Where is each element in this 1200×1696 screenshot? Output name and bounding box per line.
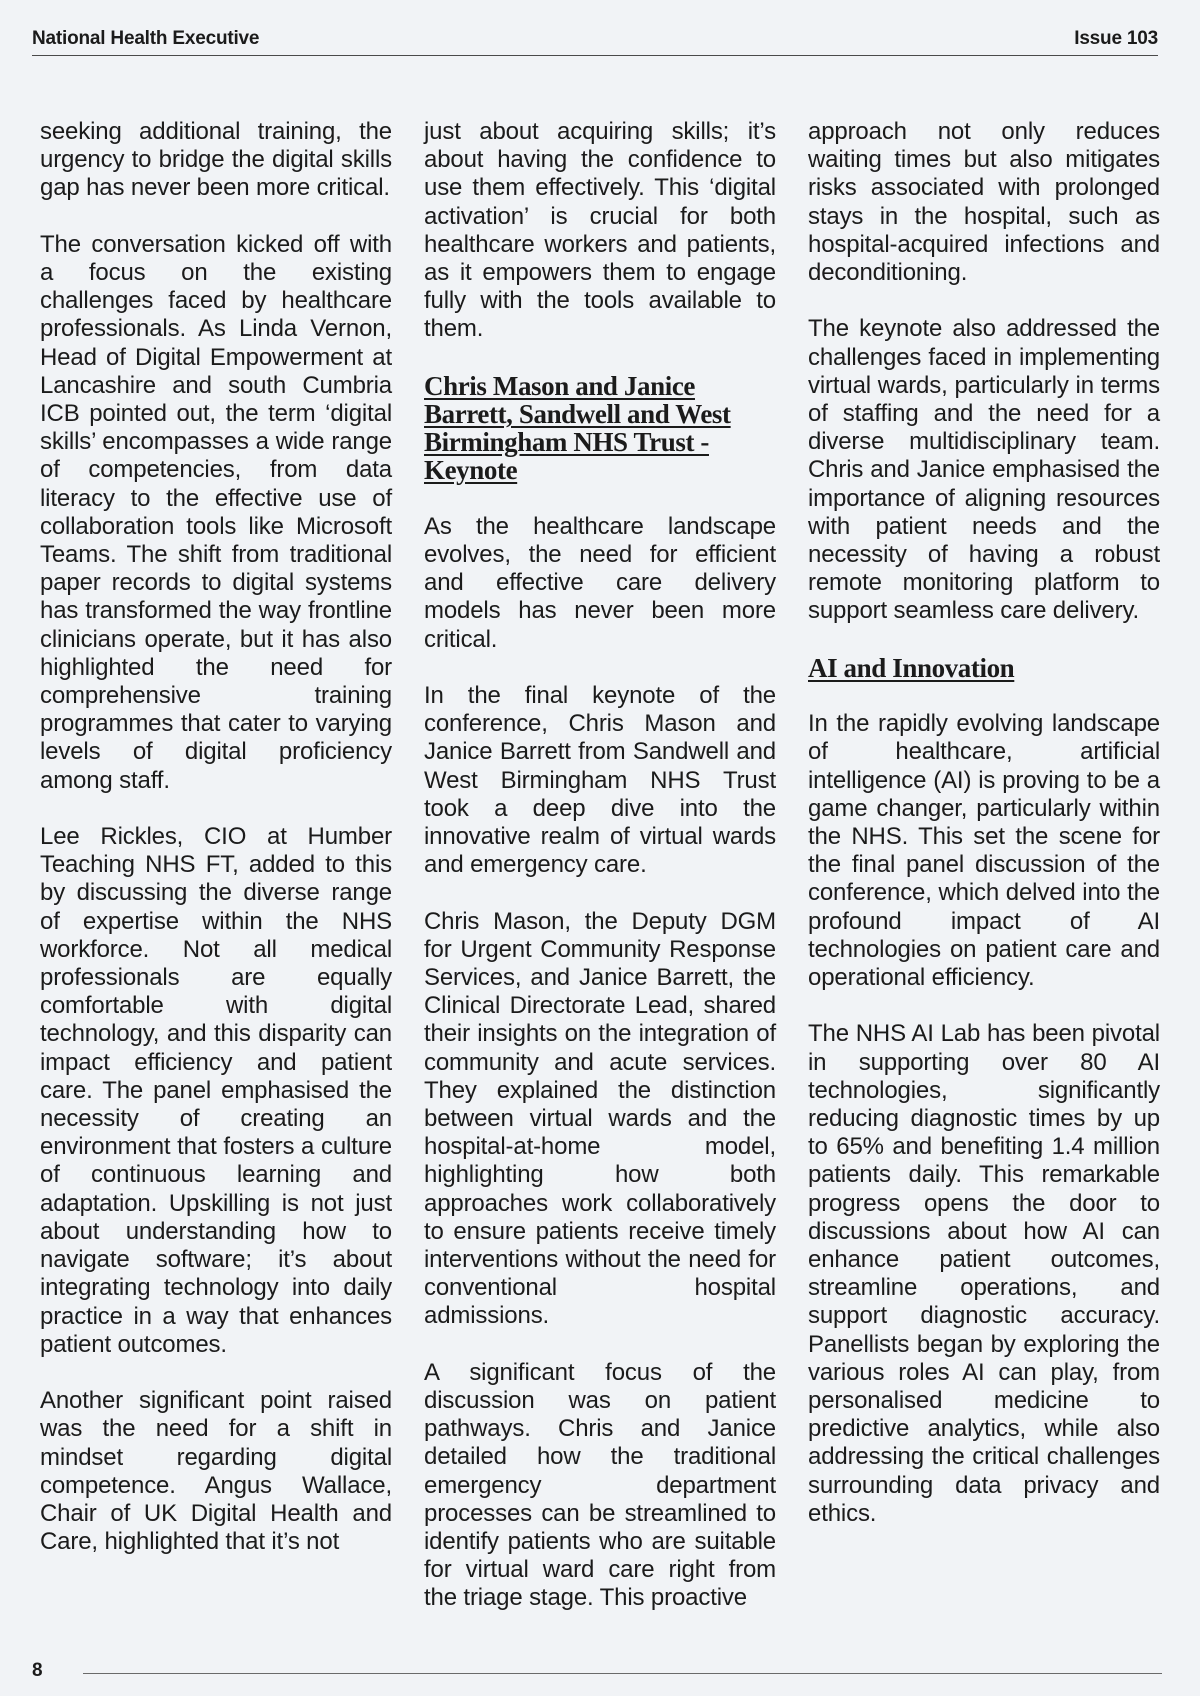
publication-title: National Health Executive	[32, 28, 260, 49]
paragraph: seeking additional training, the urgency to bridge the digital skills gap has never been more critical.	[40, 118, 392, 202]
paragraph: approach not only reduces waiting times but also mitigates risks associated with prolonged stays in the hospital, such as hospital-acquired infections and deconditioning.	[808, 118, 1160, 287]
paragraph: just about acquiring skills; it’s about having the confidence to use them effectively. This ‘digital activation’ is crucial for both healthcare workers and patients, as it empowers them to engage fully with the tools available to them.	[424, 118, 776, 343]
paragraph: Chris Mason, the Deputy DGM for Urgent Community Response Services, and Janice Barrett, the Clinical Directorate Lead, shared their insights on the integration of community and acute services. They explained the distinction between virtual wards and the hospital-at-home model, highlighting how both approaches work collaboratively to ensure patients receive timely interventions without the need for conventional hospital admissions.	[424, 907, 776, 1330]
section-heading-keynote: Chris Mason and Janice Barrett, Sandwell and West Birmingham NHS Trust - Keynote	[424, 370, 731, 486]
paragraph: The conversation kicked off with a focus on the existing challenges faced by healthcare professionals. As Linda Vernon, Head of Digital Empowerment at Lancashire and south Cumbria ICB pointed out, the term ‘digital skills’ encompasses a wide range of competencies, from data literacy to the effective use of collaboration tools like Microsoft Teams. The shift from traditional paper records to digital systems has transformed the way frontline clinicians operate, but it has also highlighted the need for comprehensive training programmes that cater to varying levels of digital proficiency among staff.	[40, 230, 392, 794]
paragraph: The keynote also addressed the challenges faced in implementing virtual wards, particularly in terms of staffing and the need for a diverse multidisciplinary team. Chris and Janice emphasised the importance of aligning resources with patient needs and the necessity of having a robust remote monitoring platform to support seamless care delivery.	[808, 315, 1160, 625]
paragraph: In the final keynote of the conference, Chris Mason and Janice Barrett from Sandwell and West Birmingham NHS Trust took a deep dive into the innovative realm of virtual wards and emergency care.	[424, 682, 776, 879]
article-body	[40, 118, 1162, 1613]
page-footer	[32, 1660, 1162, 1682]
column-1	[40, 118, 392, 1613]
paragraph: Another significant point raised was the need for a shift in mindset regarding digital competence. Angus Wallace, Chair of UK Digital Health and Care, highlighted that it’s not	[40, 1387, 392, 1556]
paragraph: A significant focus of the discussion was on patient pathways. Chris and Janice detailed how the traditional emergency department processes can be streamlined to identify patients who are suitable for virtual ward care right from the triage stage. This proactive	[424, 1358, 776, 1612]
footer-divider	[83, 1673, 1162, 1674]
column-2	[424, 118, 776, 1613]
column-3	[808, 118, 1160, 1613]
page-header	[32, 28, 1158, 56]
section-heading-ai: AI and Innovation	[808, 652, 1015, 683]
paragraph: Lee Rickles, CIO at Humber Teaching NHS FT, added to this by discussing the diverse range of expertise within the NHS workforce. Not all medical professionals are equally comfortable with digital technology, and this disparity can impact efficiency and patient care. The panel emphasised the necessity of creating an environment that fosters a culture of continuous learning and adaptation. Upskilling is not just about understanding how to navigate software; it’s about integrating technology into daily practice in a way that enhances patient outcomes.	[40, 823, 392, 1358]
page-number: 8	[32, 1660, 43, 1681]
issue-number: Issue 103	[1074, 28, 1158, 49]
paragraph: The NHS AI Lab has been pivotal in supporting over 80 AI technologies, significantly reducing diagnostic times by up to 65% and benefiting 1.4 million patients daily. This remarkable progress opens the door to discussions about how AI can enhance patient outcomes, streamline operations, and support diagnostic accuracy. Panellists began by exploring the various roles AI can play, from personalised medicine to predictive analytics, while also addressing the critical challenges surrounding data privacy and ethics.	[808, 1020, 1160, 1527]
paragraph: In the rapidly evolving landscape of healthcare, artificial intelligence (AI) is proving to be a game changer, particularly within the NHS. This set the scene for the final panel discussion of the conference, which delved into the profound impact of AI technologies on patient care and operational efficiency.	[808, 710, 1160, 992]
paragraph: As the healthcare landscape evolves, the need for efficient and effective care delivery models has never been more critical.	[424, 512, 776, 653]
